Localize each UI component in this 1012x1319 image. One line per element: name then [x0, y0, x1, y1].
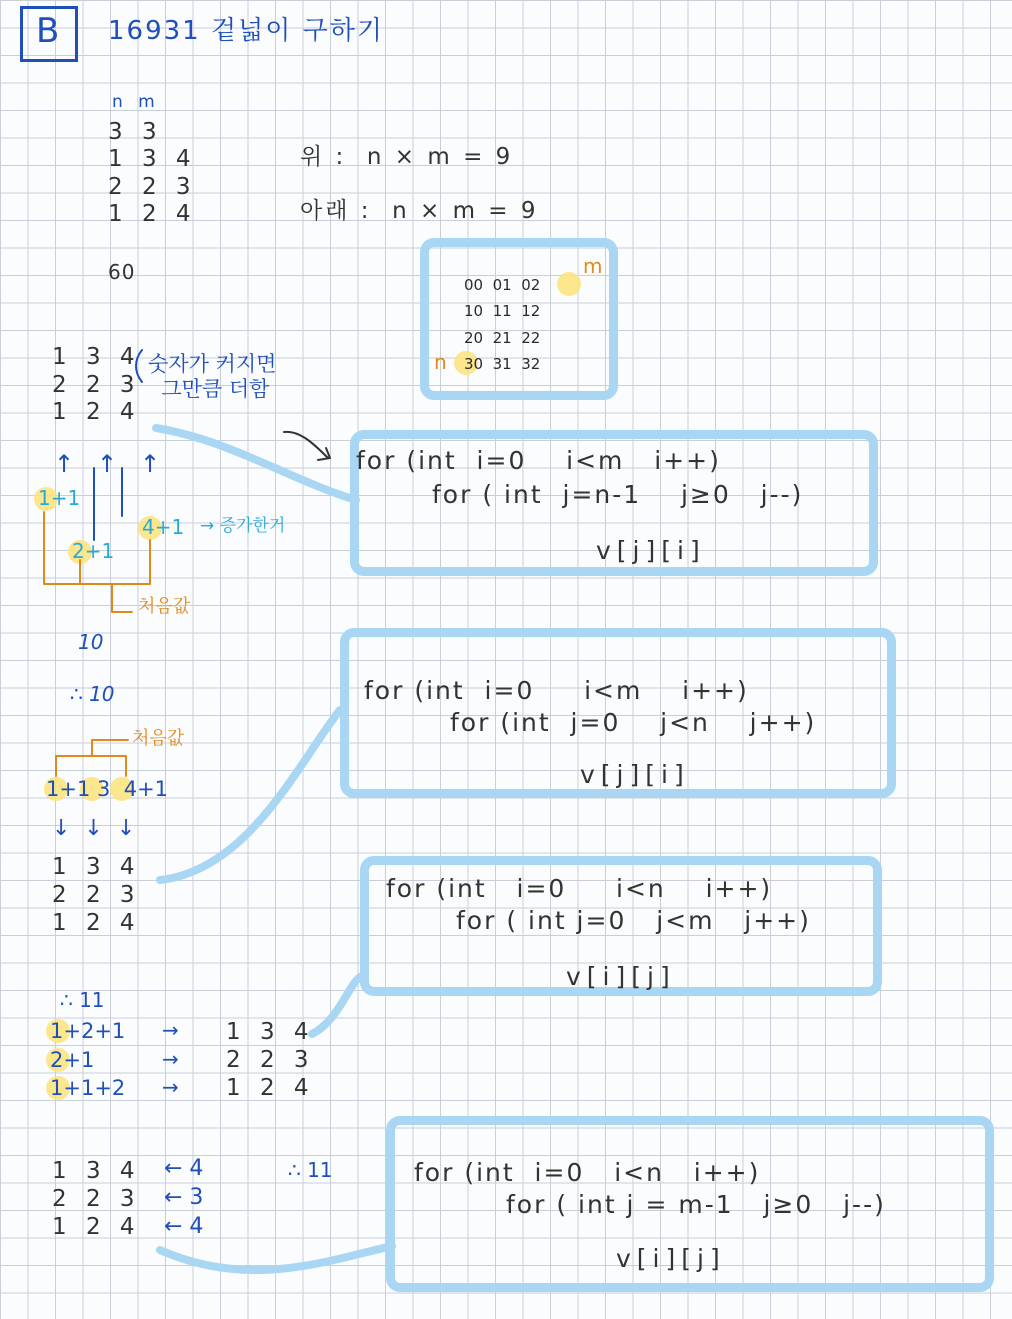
- s1-increase-note: → 증가한거: [200, 516, 286, 536]
- s2-row-1: 1 3 4: [52, 854, 141, 880]
- s1-term-c: 4+1: [142, 515, 185, 539]
- s1-note: 숫자가 커지면 그만큼 더함: [148, 352, 277, 402]
- connector-3: [312, 976, 362, 1034]
- formula-bottom: 아래 : n × m = 9: [300, 198, 539, 224]
- s1-bracket: [44, 512, 150, 612]
- s3-sum-1: 1+2+1: [50, 1019, 126, 1043]
- input-row-2: 1 3 4: [108, 146, 197, 172]
- input-row-1: 3 3: [108, 119, 163, 145]
- code3-line2: for ( int j=0 j<m j++): [456, 906, 811, 935]
- s3-row-3: 1 2 4: [226, 1075, 315, 1101]
- s2-down-arrows: ↓ ↓ ↓: [52, 816, 136, 841]
- s4-row-3: 1 2 4: [52, 1214, 141, 1240]
- s1-row-2: 2 2 3: [52, 372, 141, 398]
- s4-total: ∴ 11: [288, 1158, 333, 1182]
- input-row-3: 2 2 3: [108, 174, 197, 200]
- index-row-4: 30 31 32: [464, 355, 541, 373]
- s2-total: ∴ 10: [70, 682, 115, 706]
- index-row-3: 20 21 22: [464, 329, 541, 347]
- s1-term-b: 2+1: [72, 539, 115, 563]
- code3-line1: for (int i=0 i<n i++): [386, 874, 773, 903]
- s2-terms: 1+1 3 4+1: [46, 777, 169, 801]
- answer-value: 60: [108, 260, 136, 284]
- formula-top: 위 : n × m = 9: [300, 144, 514, 170]
- index-row-2: 10 11 12: [464, 302, 541, 320]
- s1-total: 10: [78, 630, 104, 654]
- code4-line3: v[i][j]: [616, 1244, 726, 1273]
- note-arrow: [284, 432, 330, 460]
- connector-2: [160, 710, 340, 880]
- code2-line1: for (int i=0 i<m i++): [364, 676, 749, 705]
- s3-total: ∴ 11: [60, 988, 105, 1012]
- s4-arrow-1: ← 4: [164, 1156, 204, 1181]
- code3-line3: v[i][j]: [566, 962, 676, 991]
- problem-badge-letter: B: [36, 11, 60, 51]
- input-labels: n m: [112, 92, 160, 112]
- s2-bracket: [56, 740, 128, 776]
- connector-4: [160, 1246, 392, 1270]
- code1-line3: v[j][i]: [596, 536, 706, 565]
- m-label: m: [583, 254, 603, 278]
- code2-line2: for (int j=0 j<n j++): [450, 708, 817, 737]
- s4-arrow-2: ← 3: [164, 1185, 204, 1210]
- s1-row-1: 1 3 4: [52, 344, 141, 370]
- s3-arrow-2: →: [162, 1047, 179, 1071]
- s2-first-value: 처음값: [132, 728, 185, 749]
- s1-row-3: 1 2 4: [52, 399, 141, 425]
- s1-first-value: 처음값: [138, 596, 191, 617]
- s2-row-2: 2 2 3: [52, 882, 141, 908]
- s3-arrow-3: →: [162, 1075, 179, 1099]
- connector-1: [156, 428, 356, 500]
- code4-line1: for (int i=0 i<n i++): [414, 1158, 761, 1187]
- s3-row-2: 2 2 3: [226, 1047, 315, 1073]
- s3-sum-3: 1+1+2: [50, 1076, 126, 1100]
- s4-row-2: 2 2 3: [52, 1186, 141, 1212]
- code2-line3: v[j][i]: [580, 760, 690, 789]
- s3-row-1: 1 3 4: [226, 1019, 315, 1045]
- note-curve: [136, 350, 142, 382]
- code1-line2: for ( int j=n-1 j≥0 j--): [432, 480, 804, 509]
- s4-row-1: 1 3 4: [52, 1158, 141, 1184]
- s2-row-3: 1 2 4: [52, 910, 141, 936]
- s1-up-arrows: ↑ ↑ ↑: [54, 450, 161, 478]
- n-label: n: [434, 350, 447, 374]
- code1-line1: for (int i=0 i<m i++): [356, 446, 721, 475]
- index-row-1: 00 01 02: [464, 276, 541, 294]
- s4-arrow-3: ← 4: [164, 1214, 204, 1239]
- code4-line2: for ( int j = m-1 j≥0 j--): [506, 1190, 886, 1219]
- s1-term-a: 1+1: [38, 486, 81, 510]
- page-title: 16931 겉넓이 구하기: [108, 16, 384, 46]
- s3-arrow-1: →: [162, 1018, 179, 1042]
- s3-sum-2: 2+1: [50, 1048, 95, 1072]
- input-row-4: 1 2 4: [108, 201, 197, 227]
